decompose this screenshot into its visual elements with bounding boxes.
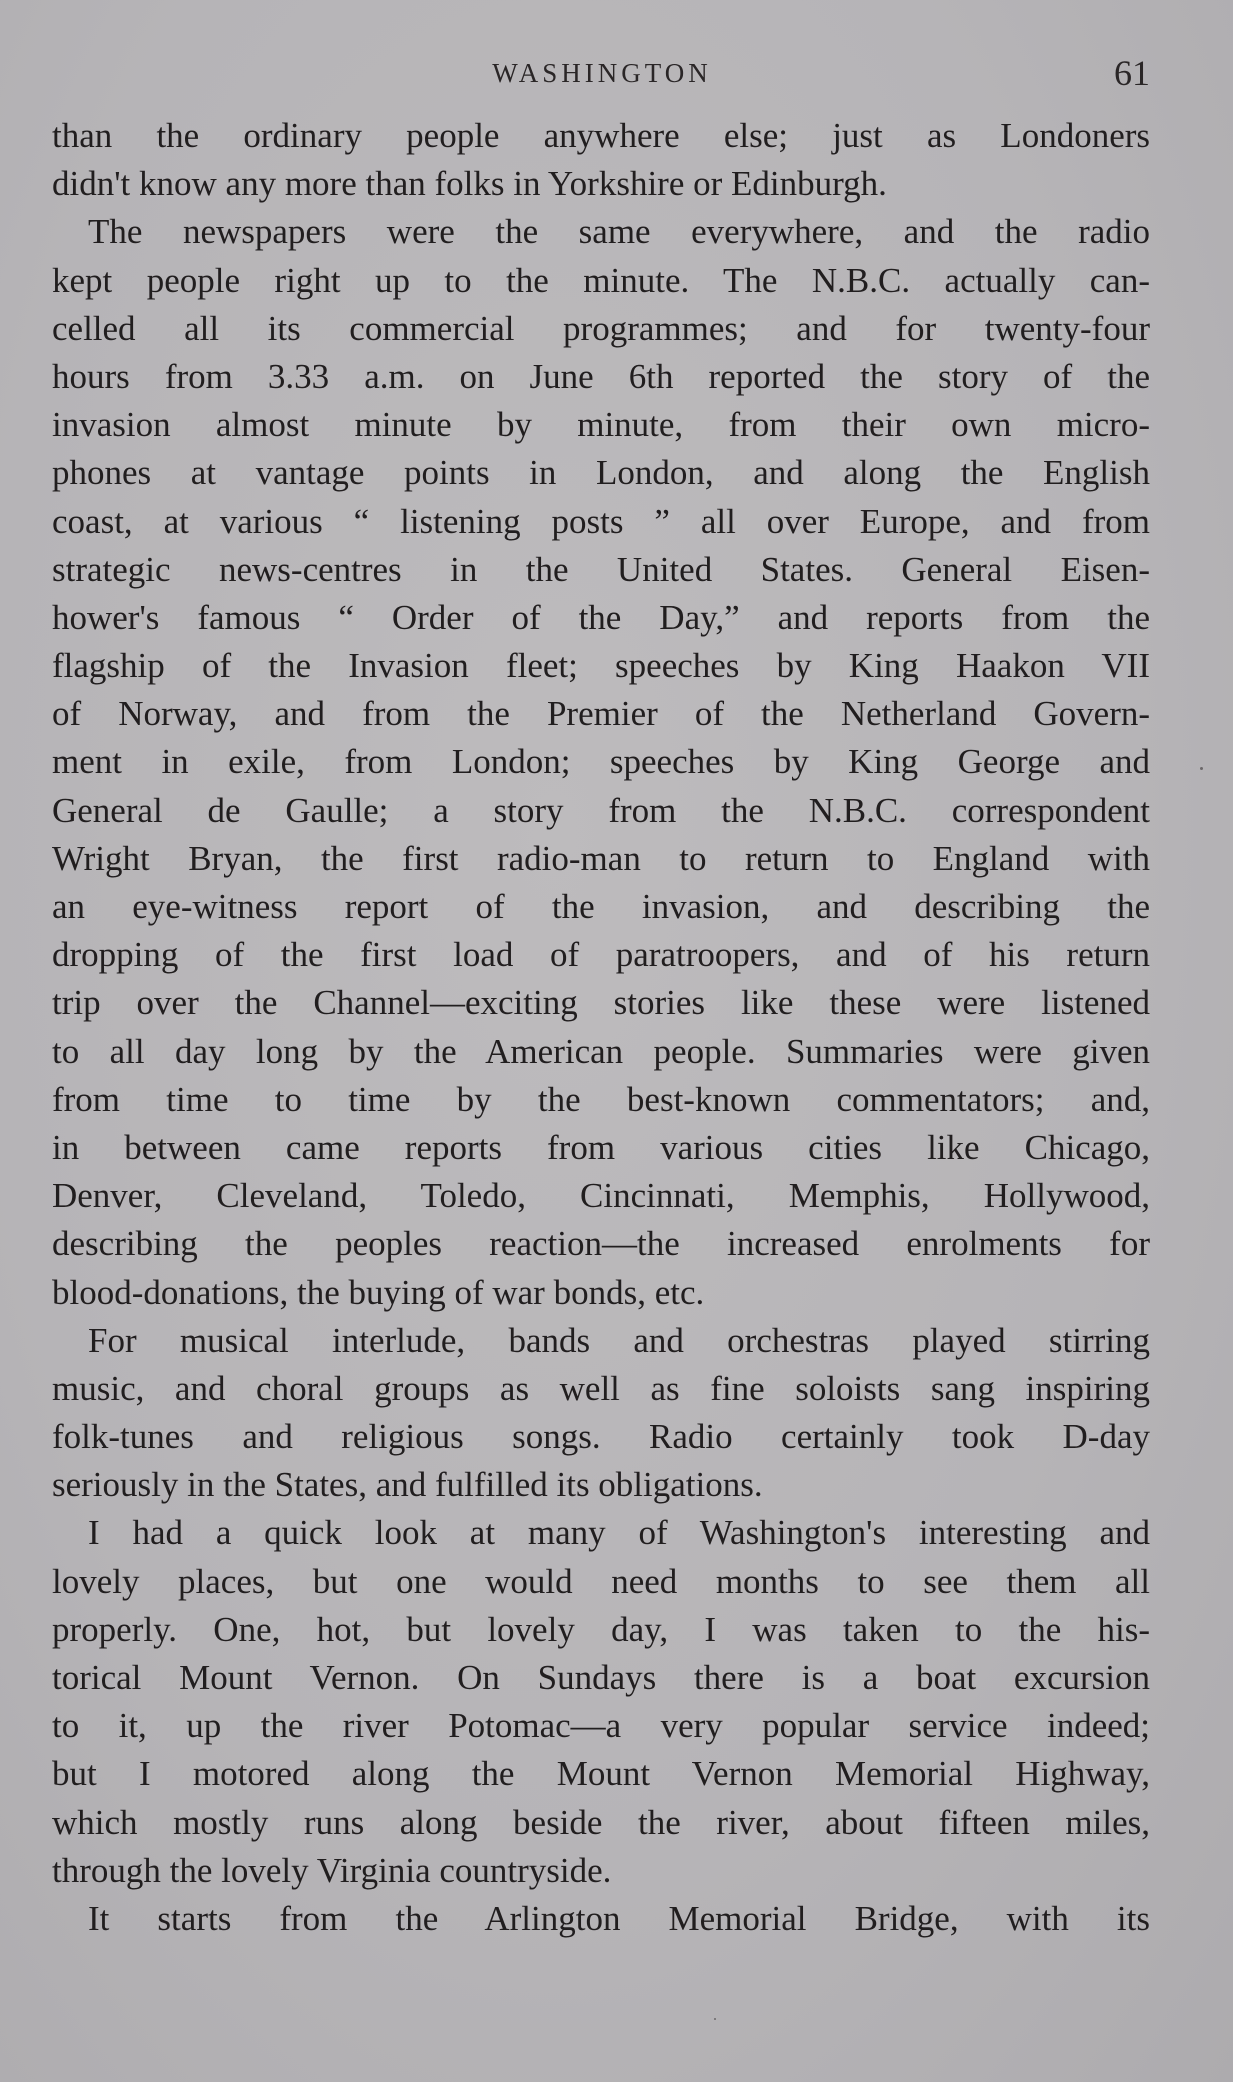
text-line: ment in exile, from London; speeches by King George and [52,742,1150,782]
paper-speck [1200,767,1203,770]
text-line: For musical interlude, bands and orchestras played stirring [88,1320,1150,1360]
text-line: of Norway, and from the Premier of the Netherland Govern- [52,694,1150,734]
text-line: but I motored along the Mount Vernon Memorial Highway, [52,1754,1150,1794]
text-line: torical Mount Vernon. On Sundays there is a boat excursion [52,1658,1150,1697]
text-line: to all day long by the American people. Summaries were given [52,1031,1150,1071]
text-line: strategic news-centres in the United States. General Eisen- [52,549,1150,589]
text-line: seriously in the States, and fulfilled its obligations. [52,1465,763,1505]
text-line: lovely places, but one would need months to see them all [52,1561,1150,1601]
text-line: kept people right up to the minute. The N.B.C. actually can- [52,260,1150,300]
text-line: hours from 3.33 a.m. on June 6th reported the story of the [52,356,1150,396]
text-line: invasion almost minute by minute, from their own micro- [52,405,1150,445]
text-line: Denver, Cleveland, Toledo, Cincinnati, Memphis, Hollywood, [52,1176,1150,1216]
text-line: folk-tunes and religious songs. Radio certainly took D-day [52,1417,1150,1457]
text-line: I had a quick look at many of Washington's interesting and [88,1513,1150,1553]
text-line: music, and choral groups as well as fine soloists sang inspiring [52,1368,1150,1408]
text-line: phones at vantage points in London, and along the English [52,453,1150,493]
running-head-title: WASHINGTON [492,58,712,88]
running-head [54,52,1150,102]
text-line: flagship of the Invasion fleet; speeches by King Haakon VII [52,646,1150,686]
paper-speck [714,2018,716,2020]
text-line: properly. One, hot, but lovely day, I was taken to the his- [52,1609,1150,1649]
text-line: General de Gaulle; a story from the N.B.C. correspondent [52,790,1150,830]
text-line: didn't know any more than folks in Yorkshire or Edinburgh. [52,164,887,204]
text-line: through the lovely Virginia countryside. [52,1850,612,1890]
text-line: blood-donations, the buying of war bonds, etc. [52,1272,705,1312]
text-line: hower's famous “ Order of the Day,” and reports from the [52,597,1150,637]
text-line: dropping of the first load of paratroopers, and of his return [52,935,1150,975]
text-line: Wright Bryan, the first radio-man to return to England with [52,838,1150,878]
text-line: from time to time by the best-known commentators; and, [52,1079,1150,1119]
text-line: than the ordinary people anywhere else; just as Londoners [52,116,1150,155]
body-text [52,112,1150,1943]
text-line: It starts from the Arlington Memorial Bridge, with its [88,1898,1150,1938]
page-number: 61 [1114,53,1150,93]
text-line: to it, up the river Potomac—a very popular service indeed; [52,1706,1150,1746]
text-line: which mostly runs along beside the river, about fifteen miles, [52,1802,1150,1842]
text-line: celled all its commercial programmes; and for twenty-four [52,308,1150,348]
text-line: describing the peoples reaction—the increased enrolments for [52,1224,1150,1264]
text-line: in between came reports from various cities like Chicago, [52,1127,1150,1167]
text-line: trip over the Channel—exciting stories like these were listened [52,983,1150,1023]
text-line: an eye-witness report of the invasion, and describing the [52,887,1150,926]
text-line: coast, at various “ listening posts ” all over Europe, and from [52,501,1150,541]
text-line: The newspapers were the same everywhere, and the radio [88,212,1150,252]
